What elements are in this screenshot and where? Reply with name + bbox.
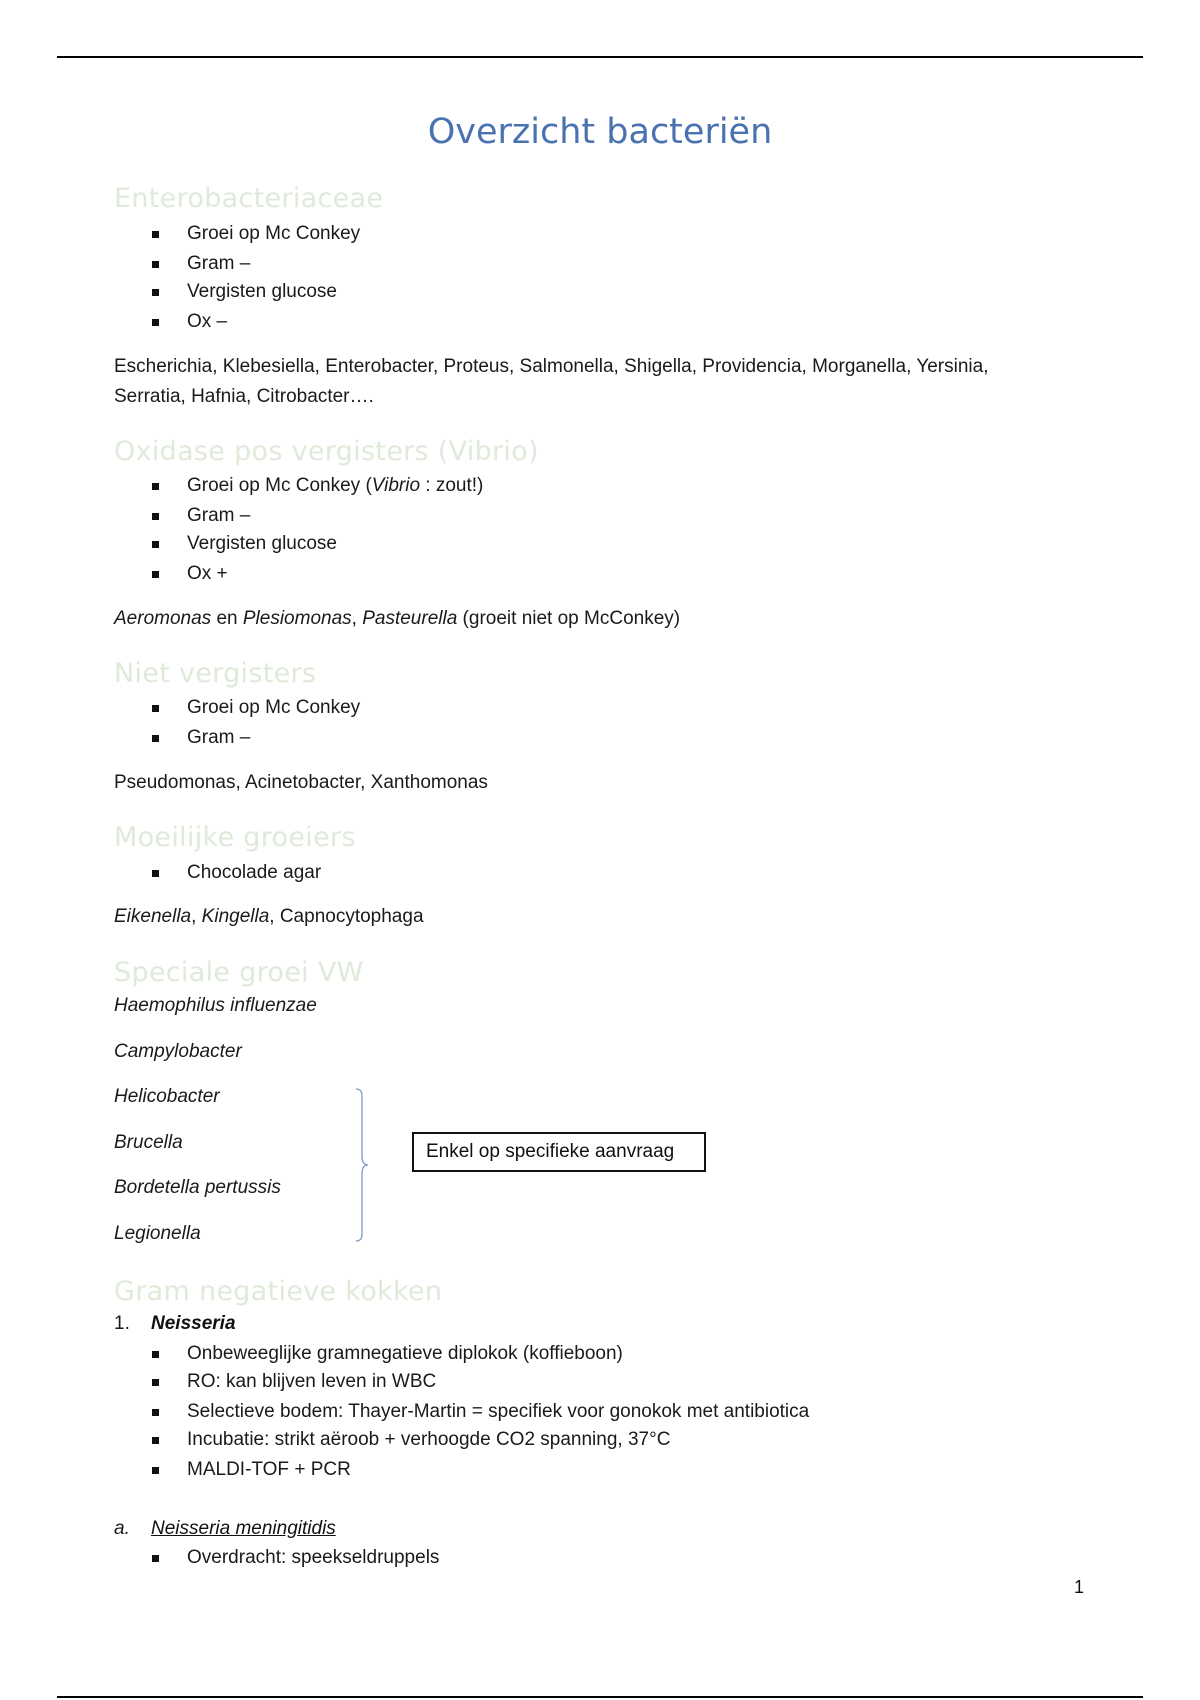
bullet-icon xyxy=(152,1555,159,1562)
footer-rule xyxy=(57,1696,1143,1698)
document-title: Overzicht bacteriën xyxy=(427,112,773,152)
note-box: Enkel op specifieke aanvraag xyxy=(412,1132,706,1172)
bullet-icon xyxy=(152,483,159,490)
bullet-icon xyxy=(152,1379,159,1386)
examples-line: Serratia, Hafnia, Citrobacter…. xyxy=(114,386,374,407)
examples-line: Escherichia, Klebesiella, Enterobacter, Proteus, Salmonella, Shigella, Providencia, Morganella, Yersinia, xyxy=(114,356,989,377)
species-name: Haemophilus influenzae xyxy=(114,995,317,1016)
examples-line: Pseudomonas, Acinetobacter, Xanthomonas xyxy=(114,772,488,793)
page-number: 1 xyxy=(1074,1577,1085,1597)
examples-line: Aeromonas en Plesiomonas, Pasteurella (groeit niet op McConkey) xyxy=(114,608,681,629)
bullet-icon xyxy=(152,261,159,268)
bullet-icon xyxy=(152,319,159,326)
heading-enterobacteriaceae: Enterobacteriaceae xyxy=(114,183,384,214)
bullet-icon xyxy=(152,513,159,520)
sub-list-heading: Neisseria meningitidis xyxy=(151,1518,336,1539)
examples-line: Eikenella, Kingella, Capnocytophaga xyxy=(114,906,424,927)
heading-niet-vergisters: Niet vergisters xyxy=(114,658,317,689)
bullet-icon xyxy=(152,289,159,296)
header-rule xyxy=(57,56,1143,58)
bullet-icon xyxy=(152,1437,159,1444)
species-name: Legionella xyxy=(114,1223,201,1244)
species-name: Helicobacter xyxy=(114,1086,220,1107)
bullet-icon xyxy=(152,571,159,578)
list-number: 1. xyxy=(114,1313,130,1334)
sub-list-letter: a. xyxy=(114,1518,130,1539)
bullet-icon xyxy=(152,1351,159,1358)
bullet-icon xyxy=(152,231,159,238)
species-name: Bordetella pertussis xyxy=(114,1177,281,1198)
bullet-icon xyxy=(152,870,159,877)
right-brace-icon xyxy=(356,1088,368,1242)
species-name: Campylobacter xyxy=(114,1041,242,1062)
species-name: Brucella xyxy=(114,1132,183,1153)
heading-oxidase-pos: Oxidase pos vergisters (Vibrio) xyxy=(114,436,539,467)
bullet-icon xyxy=(152,1409,159,1416)
heading-speciale-groei: Speciale groei VW xyxy=(114,957,364,988)
heading-moeilijke-groeiers: Moeilijke groeiers xyxy=(114,822,356,853)
bullet-icon xyxy=(152,541,159,548)
bullet-icon xyxy=(152,1467,159,1474)
bullet-icon xyxy=(152,735,159,742)
bullet-icon xyxy=(152,705,159,712)
list-heading: Neisseria xyxy=(151,1313,236,1334)
heading-gram-negatieve-kokken: Gram negatieve kokken xyxy=(114,1276,443,1307)
